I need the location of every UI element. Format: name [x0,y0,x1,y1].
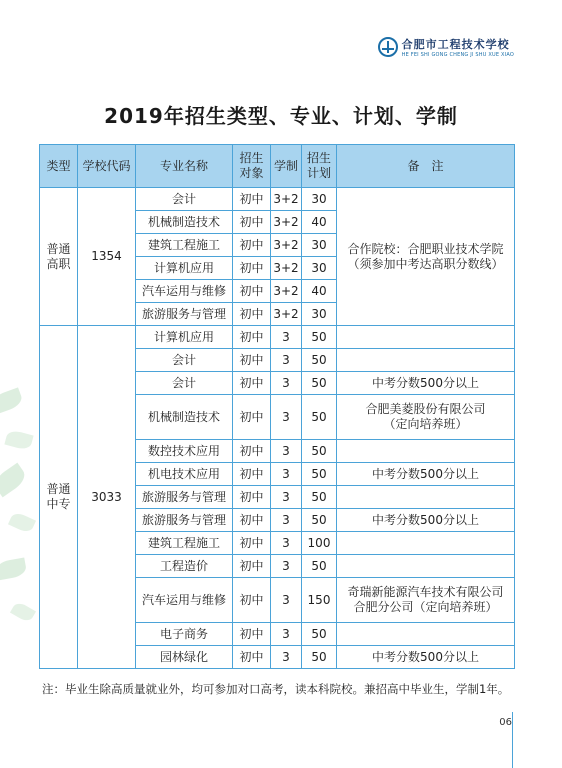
header-plan: 招生 计划 [302,145,337,188]
system-cell: 3+2 [271,303,302,326]
remark-cell [337,326,515,349]
code-cell: 3033 [78,326,136,669]
target-cell: 初中 [233,257,271,280]
target-cell: 初中 [233,188,271,211]
decorative-leaf [0,387,24,414]
plan-cell: 40 [302,280,337,303]
school-name-cn: 合肥市工程技术学校 [401,38,510,51]
target-cell: 初中 [233,303,271,326]
plan-cell: 100 [302,532,337,555]
major-cell: 机械制造技术 [136,211,233,234]
school-emblem-icon [378,37,398,57]
system-cell: 3 [271,395,302,440]
type-cell: 普通 中专 [40,326,78,669]
target-cell: 初中 [233,578,271,623]
header-code: 学校代码 [78,145,136,188]
system-cell: 3 [271,623,302,646]
header-type: 类型 [40,145,78,188]
system-cell: 3+2 [271,257,302,280]
system-cell: 3 [271,555,302,578]
major-cell: 计算机应用 [136,257,233,280]
remark-cell: 中考分数500分以上 [337,463,515,486]
target-cell: 初中 [233,486,271,509]
remark-cell: 中考分数500分以上 [337,372,515,395]
plan-cell: 30 [302,234,337,257]
page-divider [512,712,513,768]
major-cell: 旅游服务与管理 [136,486,233,509]
plan-cell: 50 [302,623,337,646]
major-cell: 数控技术应用 [136,440,233,463]
decorative-leaf [0,558,27,581]
major-cell: 会计 [136,349,233,372]
plan-cell: 50 [302,326,337,349]
type-cell: 普通 高职 [40,188,78,326]
decorative-leaf [4,429,33,451]
plan-cell: 150 [302,578,337,623]
system-cell: 3 [271,532,302,555]
decorative-leaf [10,600,36,623]
remark-cell: 奇瑞新能源汽车技术有限公司 合肥分公司（定向培养班） [337,578,515,623]
enrollment-table [39,144,515,669]
system-cell: 3 [271,372,302,395]
major-cell: 会计 [136,188,233,211]
remark-cell: 中考分数500分以上 [337,646,515,669]
system-cell: 3+2 [271,234,302,257]
major-cell: 机械制造技术 [136,395,233,440]
system-cell: 3+2 [271,188,302,211]
system-cell: 3 [271,349,302,372]
major-cell: 旅游服务与管理 [136,509,233,532]
decorative-leaf [8,511,36,535]
target-cell: 初中 [233,349,271,372]
table-row [40,326,515,349]
remark-cell [337,440,515,463]
remark-cell: 合作院校：合肥职业技术学院 （须参加中考达高职分数线） [337,188,515,326]
header-remark: 备 注 [337,145,515,188]
decorative-leaf [0,463,29,498]
plan-cell: 50 [302,555,337,578]
target-cell: 初中 [233,646,271,669]
plan-cell: 50 [302,509,337,532]
header-target: 招生 对象 [233,145,271,188]
system-cell: 3 [271,509,302,532]
plan-cell: 50 [302,372,337,395]
major-cell: 建筑工程施工 [136,234,233,257]
major-cell: 汽车运用与维修 [136,578,233,623]
target-cell: 初中 [233,440,271,463]
system-cell: 3 [271,440,302,463]
system-cell: 3 [271,578,302,623]
header-system: 学制 [271,145,302,188]
plan-cell: 30 [302,188,337,211]
major-cell: 建筑工程施工 [136,532,233,555]
system-cell: 3 [271,646,302,669]
remark-cell [337,486,515,509]
major-cell: 旅游服务与管理 [136,303,233,326]
plan-cell: 50 [302,395,337,440]
target-cell: 初中 [233,280,271,303]
major-cell: 园林绿化 [136,646,233,669]
target-cell: 初中 [233,623,271,646]
target-cell: 初中 [233,234,271,257]
code-cell: 1354 [78,188,136,326]
table-header-row [40,145,515,188]
target-cell: 初中 [233,211,271,234]
target-cell: 初中 [233,372,271,395]
major-cell: 电子商务 [136,623,233,646]
target-cell: 初中 [233,509,271,532]
footnote: 注：毕业生除高质量就业外，均可参加对口高考，读本科院校。兼招高中毕业生，学制1年。 [42,682,510,696]
plan-cell: 50 [302,463,337,486]
target-cell: 初中 [233,326,271,349]
system-cell: 3 [271,326,302,349]
remark-cell [337,349,515,372]
system-cell: 3+2 [271,211,302,234]
major-cell: 计算机应用 [136,326,233,349]
page-title: 2019年招生类型、专业、计划、学制 [104,104,458,128]
remark-cell: 中考分数500分以上 [337,509,515,532]
target-cell: 初中 [233,555,271,578]
plan-cell: 50 [302,486,337,509]
remark-cell: 合肥美菱股份有限公司 （定向培养班） [337,395,515,440]
major-cell: 机电技术应用 [136,463,233,486]
school-logo [378,36,514,58]
page-number: 06 [499,717,512,728]
major-cell: 工程造价 [136,555,233,578]
target-cell: 初中 [233,463,271,486]
system-cell: 3 [271,463,302,486]
remark-cell [337,623,515,646]
plan-cell: 50 [302,440,337,463]
remark-cell [337,532,515,555]
school-name-en: HE FEI SHI GONG CHENG JI SHU XUE XIAO [401,52,514,58]
remark-cell [337,555,515,578]
system-cell: 3 [271,486,302,509]
header-major: 专业名称 [136,145,233,188]
major-cell: 汽车运用与维修 [136,280,233,303]
plan-cell: 30 [302,257,337,280]
plan-cell: 50 [302,349,337,372]
target-cell: 初中 [233,532,271,555]
system-cell: 3+2 [271,280,302,303]
major-cell: 会计 [136,372,233,395]
plan-cell: 40 [302,211,337,234]
table-row [40,188,515,211]
plan-cell: 50 [302,646,337,669]
target-cell: 初中 [233,395,271,440]
plan-cell: 30 [302,303,337,326]
